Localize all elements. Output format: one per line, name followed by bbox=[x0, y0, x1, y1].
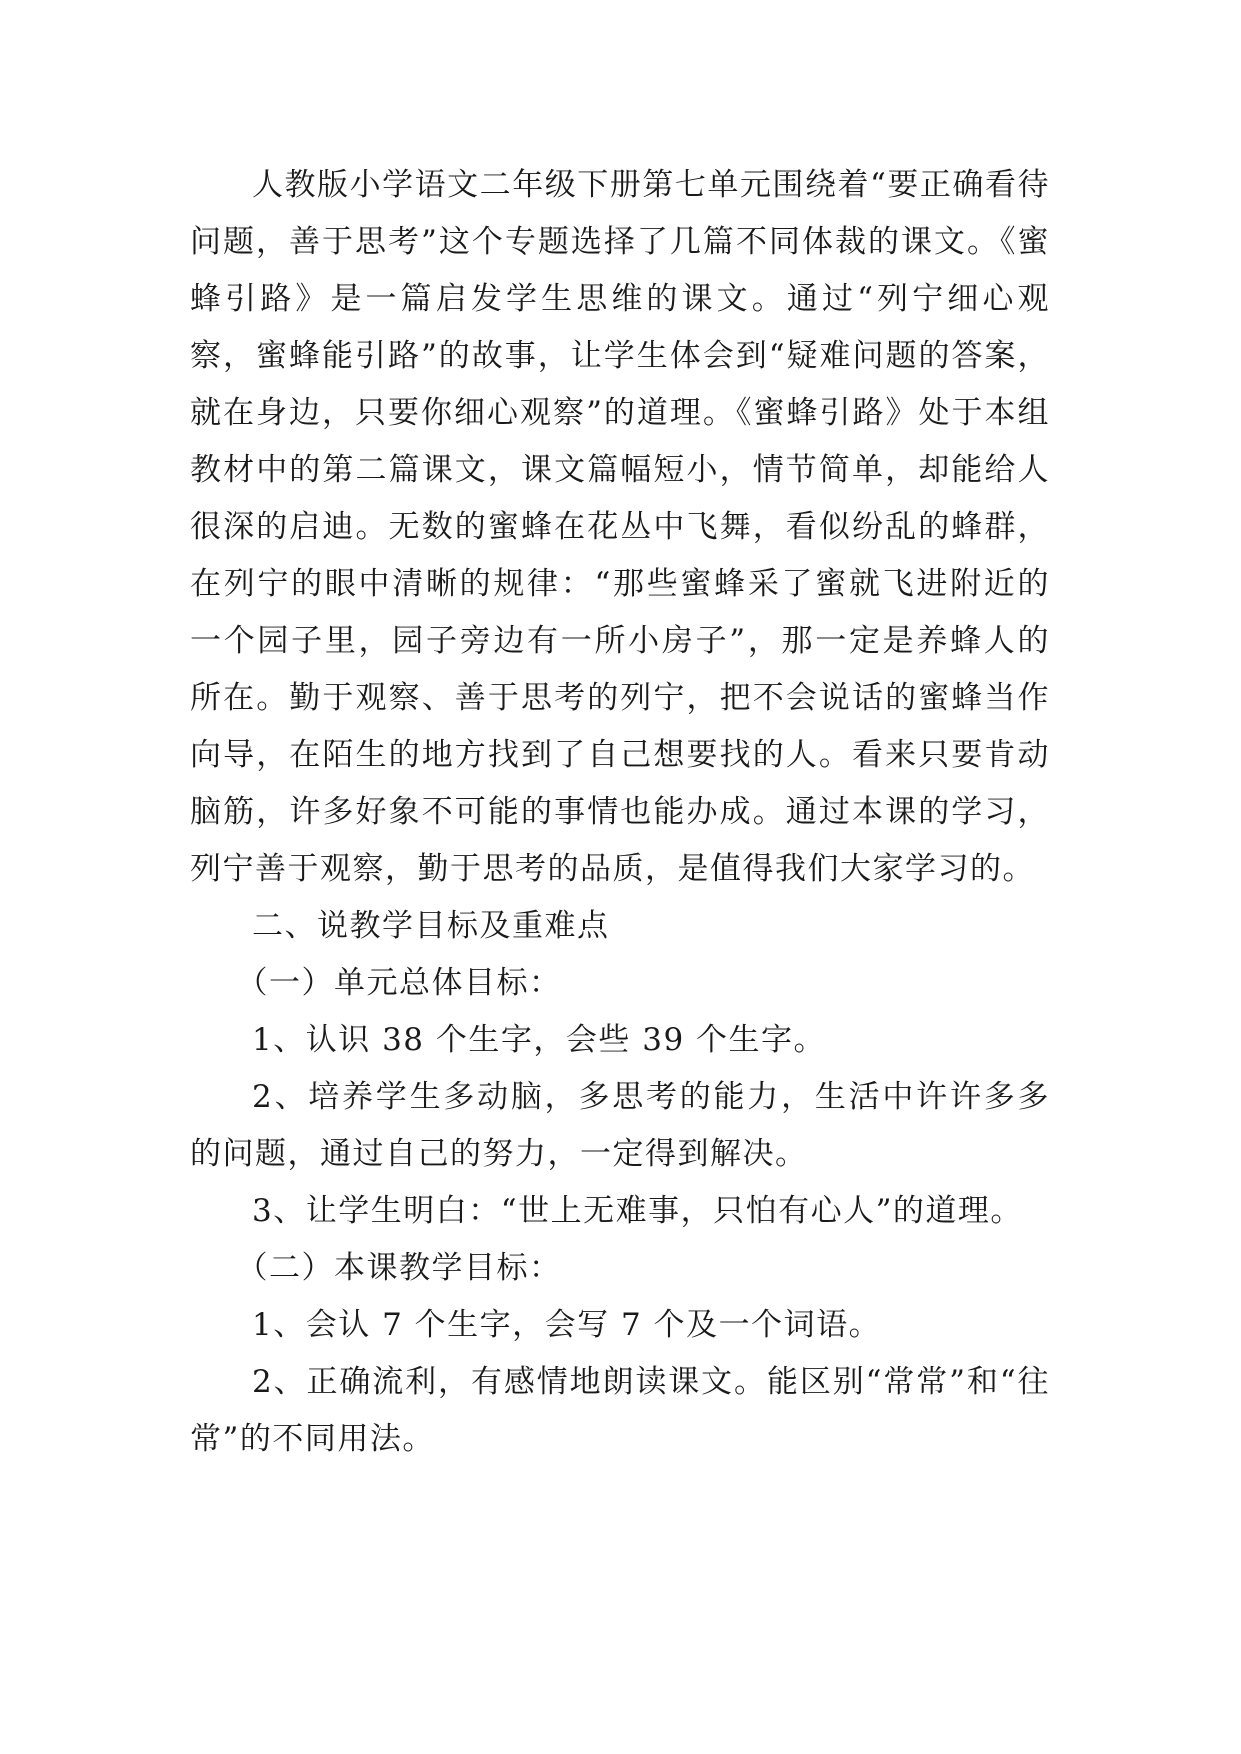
unit-goal-1: 1、认识 38 个生字，会些 39 个生字。 bbox=[252, 1022, 827, 1058]
document-body bbox=[190, 157, 1050, 1468]
lesson-goal-2: 2、正确流利，有感情地朗读课文。能区别“常常”和“往常”的不同用法。 bbox=[190, 1364, 1050, 1457]
unit-goal-3: 3、让学生明白：“世上无难事，只怕有心人”的道理。 bbox=[252, 1193, 1023, 1229]
lesson-goal-1: 1、会认 7 个生字，会写 7 个及一个词语。 bbox=[252, 1307, 882, 1343]
intro-paragraph: 人教版小学语文二年级下册第七单元围绕着“要正确看待问题，善于思考”这个专题选择了几篇不同体裁的课文。《蜜蜂引路》是一篇启发学生思维的课文。通过“列宁细心观察，蜜蜂能引路”的故事，让学生体会到“疑难问题的答案，就在身边，只要你细心观察”的道理。《蜜蜂引路》处于本组教材中的第二篇课文，课文篇幅短小，情节简单，却能给人很深的启迪。无数的蜜蜂在花丛中飞舞，看似纷乱的蜂群，在列宁的眼中清晰的规律：“那些蜜蜂采了蜜就飞进附近的一个园子里，园子旁边有一所小房子”，那一定是养蜂人的所在。勤于观察、善于思考的列宁，把不会说话的蜜蜂当作向导，在陌生的地方找到了自己想要找的人。看来只要肯动脑筋，许多好象不可能的事情也能办成。通过本课的学习，列宁善于观察，勤于思考的品质，是值得我们大家学习的。 bbox=[190, 167, 1050, 887]
unit-goals-heading: （一）单元总体目标： bbox=[236, 965, 562, 1001]
section-heading: 二、说教学目标及重难点 bbox=[252, 908, 610, 944]
lesson-goals-heading: （二）本课教学目标： bbox=[236, 1250, 562, 1286]
unit-goal-2: 2、培养学生多动脑，多思考的能力，生活中许许多多的问题，通过自己的努力，一定得到解决。 bbox=[190, 1079, 1050, 1172]
